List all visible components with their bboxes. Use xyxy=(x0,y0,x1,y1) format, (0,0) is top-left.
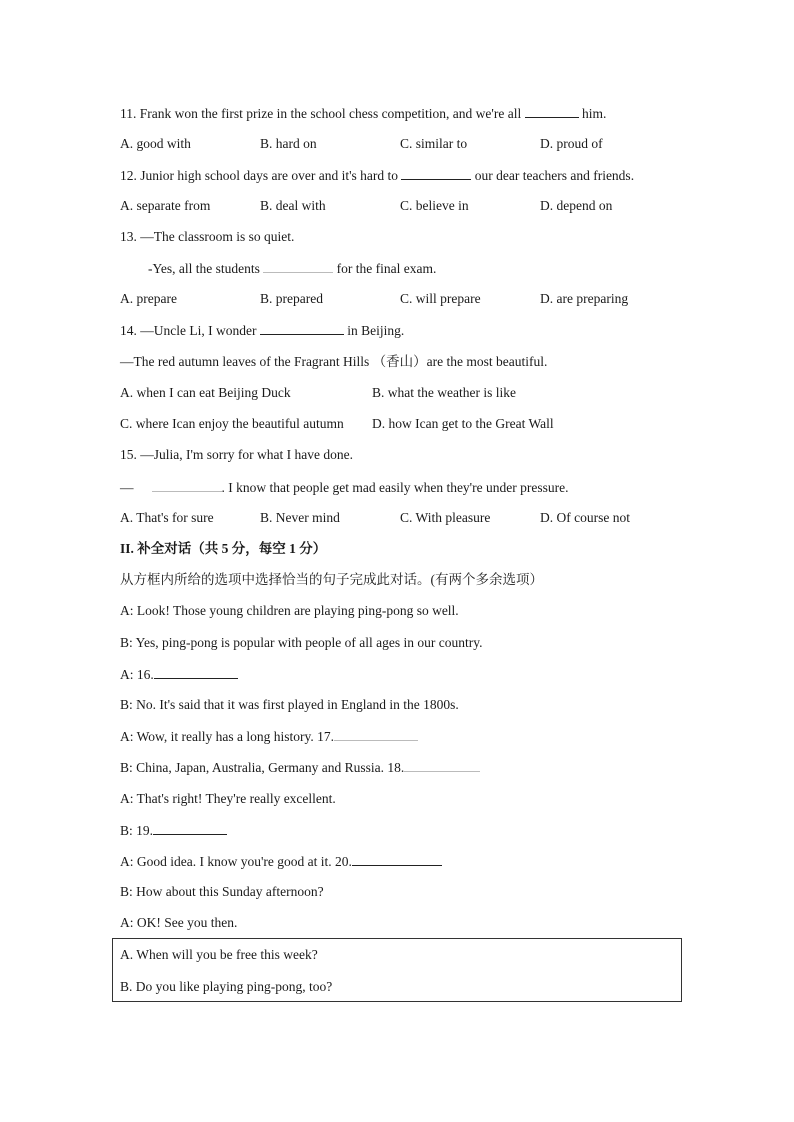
q12-option-a: A. separate from xyxy=(120,198,211,213)
blank-18 xyxy=(404,758,480,772)
box-option-a: A. When will you be free this week? xyxy=(120,947,318,962)
q14-option-d: D. how Ican get to the Great Wall xyxy=(372,416,554,431)
q14-stem xyxy=(120,321,404,340)
q12-stem-text: 12. Junior high school days are over and it's hard to xyxy=(120,168,402,183)
q15-option-a: A. That's for sure xyxy=(120,510,214,525)
q11-stem-tail: him. xyxy=(578,106,607,121)
q14-stem-text: 14. —Uncle Li, I wonder xyxy=(120,323,260,338)
dialogue-line-6-text: B: China, Japan, Australia, Germany and Russia. 18. xyxy=(120,760,405,775)
q14-option-a: A. when I can eat Beijing Duck xyxy=(120,385,291,400)
q12-option-d: D. depend on xyxy=(540,198,613,213)
dialogue-line-5-text: A: Wow, it really has a long history. 17. xyxy=(120,729,335,744)
section2-instruction: 从方框内所给的选项中选择恰当的句子完成此对话。(有两个多余选项） xyxy=(120,572,543,587)
blank-20 xyxy=(352,852,442,866)
dialogue-line-9-text: A: Good idea. I know you're good at it. 20. xyxy=(120,854,352,869)
q15-stem: 15. —Julia, I'm sorry for what I have done. xyxy=(120,447,354,462)
q15-option-c: C. With pleasure xyxy=(400,510,491,525)
q13-option-a: A. prepare xyxy=(120,291,177,306)
q14-option-c: C. where Ican enjoy the beautiful autumn xyxy=(120,416,344,431)
q13-reply xyxy=(148,259,436,278)
dialogue-line-4: B: No. It's said that it was first played in England in the 1800s. xyxy=(120,697,459,712)
dialogue-line-5 xyxy=(120,727,418,746)
q15-option-d: D. Of course not xyxy=(540,510,630,525)
q12-blank xyxy=(401,166,471,180)
q15-option-b: B. Never mind xyxy=(260,510,340,525)
dialogue-line-11: A: OK! See you then. xyxy=(120,915,238,930)
q13-reply-tail: for the final exam. xyxy=(333,261,437,276)
q14-option-b: B. what the weather is like xyxy=(372,385,516,400)
q13-option-d: D. are preparing xyxy=(540,291,629,306)
q11-blank xyxy=(525,104,579,118)
box-option-b: B. Do you like playing ping-pong, too? xyxy=(120,979,333,994)
dialogue-line-8-text: B: 19. xyxy=(120,823,154,838)
q15-blank xyxy=(152,478,222,492)
q12-option-c: C. believe in xyxy=(400,198,469,213)
dialogue-line-3-text: A: 16. xyxy=(120,667,154,682)
q15-dash: — xyxy=(120,480,134,495)
dialogue-line-1: A: Look! Those young children are playing ping-pong so well. xyxy=(120,603,459,618)
q14-stem-tail: in Beijing. xyxy=(343,323,405,338)
q11-option-c: C. similar to xyxy=(400,136,468,151)
q11-option-a: A. good with xyxy=(120,136,191,151)
q12-stem xyxy=(120,166,634,185)
blank-17 xyxy=(334,727,418,741)
dialogue-line-3 xyxy=(120,665,238,684)
q11-stem xyxy=(120,104,606,123)
blank-19 xyxy=(153,821,227,835)
dialogue-line-9 xyxy=(120,852,442,871)
q11-option-d: D. proud of xyxy=(540,136,603,151)
q12-option-b: B. deal with xyxy=(260,198,326,213)
q15-reply xyxy=(120,478,568,497)
q11-stem-text: 11. Frank won the first prize in the school chess competition, and we're all xyxy=(120,106,525,121)
q14-reply: —The red autumn leaves of the Fragrant Hills （香山）are the most beautiful. xyxy=(120,354,548,369)
section2-heading: II. 补全对话（共 5 分，每空 1 分） xyxy=(120,541,327,556)
dialogue-line-6 xyxy=(120,758,480,777)
dialogue-line-7: A: That's right! They're really excellent. xyxy=(120,791,336,806)
q15-reply-tail: . I know that people get mad easily when they're under pressure. xyxy=(221,480,569,495)
q13-option-c: C. will prepare xyxy=(400,291,481,306)
q12-stem-tail: our dear teachers and friends. xyxy=(471,168,635,183)
q13-blank xyxy=(263,259,333,273)
q11-option-b: B. hard on xyxy=(260,136,317,151)
dialogue-line-10: B: How about this Sunday afternoon? xyxy=(120,884,324,899)
q13-reply-text: -Yes, all the students xyxy=(148,261,264,276)
dialogue-line-2: B: Yes, ping-pong is popular with people of all ages in our country. xyxy=(120,635,483,650)
q13-stem: 13. —The classroom is so quiet. xyxy=(120,229,295,244)
dialogue-line-8 xyxy=(120,821,227,840)
q14-blank xyxy=(260,321,344,335)
blank-16 xyxy=(154,665,238,679)
q13-option-b: B. prepared xyxy=(260,291,323,306)
